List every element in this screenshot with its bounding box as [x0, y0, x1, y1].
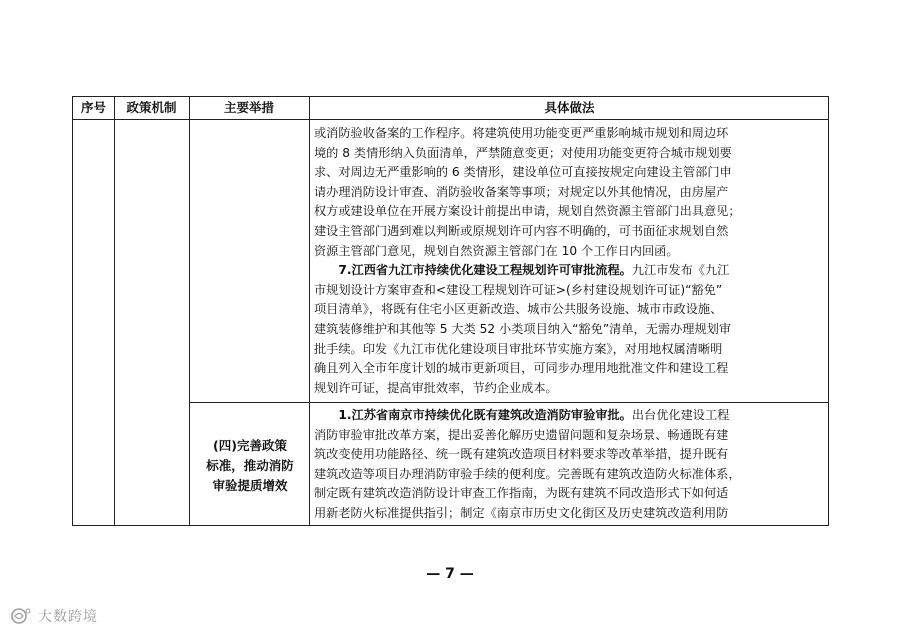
page-number: — 7 — — [426, 566, 474, 582]
watermark-text: 大数跨境 — [38, 609, 98, 625]
text-line: 权方或建设单位在开展方案设计前提出申请，规划自然资源主管部门出具意见； — [314, 204, 741, 219]
text-line: 制定既有建筑改造消防设计审查工作指南，为既有建筑不同改造形式下如何适 — [314, 486, 729, 501]
text-line: 请办理消防设计审查、消防验收备案等事项；对规定以外其他情况，由房屋产 — [314, 184, 729, 199]
header-mechanism: 政策机制 — [126, 100, 177, 115]
text-line: 规划许可证，提高审批效率，节约企业成本。 — [314, 380, 558, 395]
text-line: 批手续。印发《九江市优化建设项目审批环节实施方案》，对用地权属清晰明 — [314, 341, 723, 356]
header-index: 序号 — [80, 100, 106, 115]
item7-title: 7.江西省九江市持续优化建设工程规划许可审批流程。 — [338, 263, 632, 278]
text-line: 九江市发布《九江 — [631, 263, 730, 278]
policy-table — [72, 96, 829, 526]
row2-measure — [197, 436, 303, 496]
column-divider — [309, 97, 310, 525]
watermark — [10, 606, 98, 626]
measure-line: (四)完善政策 — [213, 438, 287, 453]
text-line: 用新老防火标准提供指引；制定《南京市历史文化街区及历史建筑改造利用防 — [314, 505, 729, 520]
header-measure: 主要举措 — [223, 100, 274, 115]
watermark-logo-icon — [10, 607, 32, 625]
text-line: 或消防验收备案的工作程序。将建筑使用功能变更严重影响城市规划和周边环 — [314, 126, 729, 140]
text-line: 建设主管部门遇到难以判断或原规划许可内容不明确的，可书面征求规划自然 — [314, 223, 729, 238]
text-line: 求、对周边无严重影响的 6 类情形，建设单位可直接按规定向建设主管部门申 — [314, 165, 732, 180]
measure-line: 审验提质增效 — [212, 478, 288, 493]
row1-detail — [314, 124, 820, 398]
text-line: 项目清单》，将既有住宅小区更新改造、城市公共服务设施、城市市政设施、 — [314, 302, 723, 317]
text-line: 资源主管部门意见，规划自然资源主管部门在 10 个工作日内回函。 — [314, 243, 679, 258]
item1-paragraph-start — [314, 406, 820, 426]
text-line: 筑改变使用功能路径、统一既有建筑改造项目材料要求等改革举措，提升既有 — [314, 447, 729, 462]
text-line: 市规划设计方案审查和<建设工程规划许可证>(乡村建设规划许可证)“豁免” — [314, 282, 723, 297]
row-divider — [189, 402, 828, 403]
column-divider — [189, 97, 190, 525]
column-divider — [114, 97, 115, 525]
header-detail: 具体做法 — [544, 100, 595, 115]
text-line: 消防审验审批改革方案，提出妥善化解历史遗留问题和复杂场景、畅通既有建 — [314, 427, 729, 442]
header-divider — [73, 119, 828, 120]
item1-title: 1.江苏省南京市持续优化既有建筑改造消防审验审批。 — [338, 408, 632, 422]
item7-paragraph-start — [314, 261, 820, 281]
text-line: 建筑装修维护和其他等 5 大类 52 小类项目纳入“豁免”清单，无需办理规划审 — [314, 321, 732, 336]
measure-line: 标准，推动消防 — [206, 458, 294, 473]
text-line: 境的 8 类情形纳入负面清单，严禁随意变更；对使用功能变更符合城市规划要 — [314, 145, 732, 160]
row2-detail — [314, 406, 820, 524]
text-line: 建筑改造等项目办理消防审验手续的便利度。完善既有建筑改造防火标准体系， — [314, 466, 741, 481]
text-line: 确且列入全市年度计划的城市更新项目，可同步办理用地批准文件和建设工程 — [314, 361, 729, 376]
text-line: 出台优化建设工程 — [631, 408, 730, 422]
